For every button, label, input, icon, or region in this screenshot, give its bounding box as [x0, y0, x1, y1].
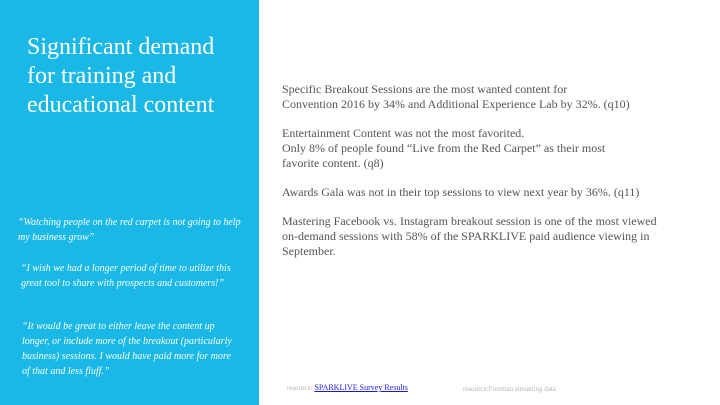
testimonial-quote — [21, 261, 231, 291]
findings-content — [282, 82, 702, 273]
finding-line: favorite content. (q8) — [282, 156, 384, 170]
quote-line: “I wish we had a longer period of time to utilize this — [21, 263, 231, 274]
quote-line: my business grow” — [18, 232, 95, 243]
slide-title — [27, 33, 252, 120]
testimonial-quote — [18, 215, 241, 245]
quote-line: of that and less fluff.” — [22, 366, 110, 377]
quote-line: great tool to share with prospects and customers!” — [21, 278, 225, 289]
title-line: Significant demand — [27, 34, 215, 60]
title-line: educational content — [27, 92, 215, 118]
finding-line: Only 8% of people found “Live from the Red Carpet” as their most — [282, 141, 606, 155]
finding-paragraph — [282, 185, 702, 200]
finding-line: Mastering Facebook vs. Instagram breakout session is one of the most viewed — [282, 214, 657, 228]
finding-line: on-demand sessions with 58% of the SPARKLIVE paid audience viewing in — [282, 229, 650, 243]
finding-line: September. — [282, 244, 336, 258]
finding-line: Specific Breakout Sessions are the most wanted content for — [282, 82, 568, 96]
source-note-streaming: resource:Freeman streaming data — [463, 385, 556, 393]
testimonial-quote — [22, 319, 232, 379]
quote-line: “Watching people on the red carpet is not going to help — [18, 217, 241, 228]
quote-line: business) sessions. I would have paid more for more — [22, 351, 231, 362]
survey-results-link[interactable]: SPARKLIVE Survey Results — [314, 383, 408, 392]
finding-paragraph — [282, 82, 702, 112]
left-panel — [0, 0, 259, 405]
quote-line: longer, or include more of the breakout (particularly — [22, 336, 232, 347]
source-note-survey — [287, 383, 408, 392]
finding-paragraph — [282, 126, 702, 171]
finding-line: Convention 2016 by 34% and Additional Experience Lab by 32%. (q10) — [282, 97, 630, 111]
finding-paragraph — [282, 214, 702, 259]
source-prefix: resource: — [287, 384, 315, 392]
quote-line: “It would be great to either leave the content up — [22, 321, 215, 332]
finding-line: Awards Gala was not in their top sessions to view next year by 36%. (q11) — [282, 185, 640, 199]
finding-line: Entertainment Content was not the most favorited. — [282, 126, 525, 140]
title-line: for training and — [27, 63, 177, 89]
